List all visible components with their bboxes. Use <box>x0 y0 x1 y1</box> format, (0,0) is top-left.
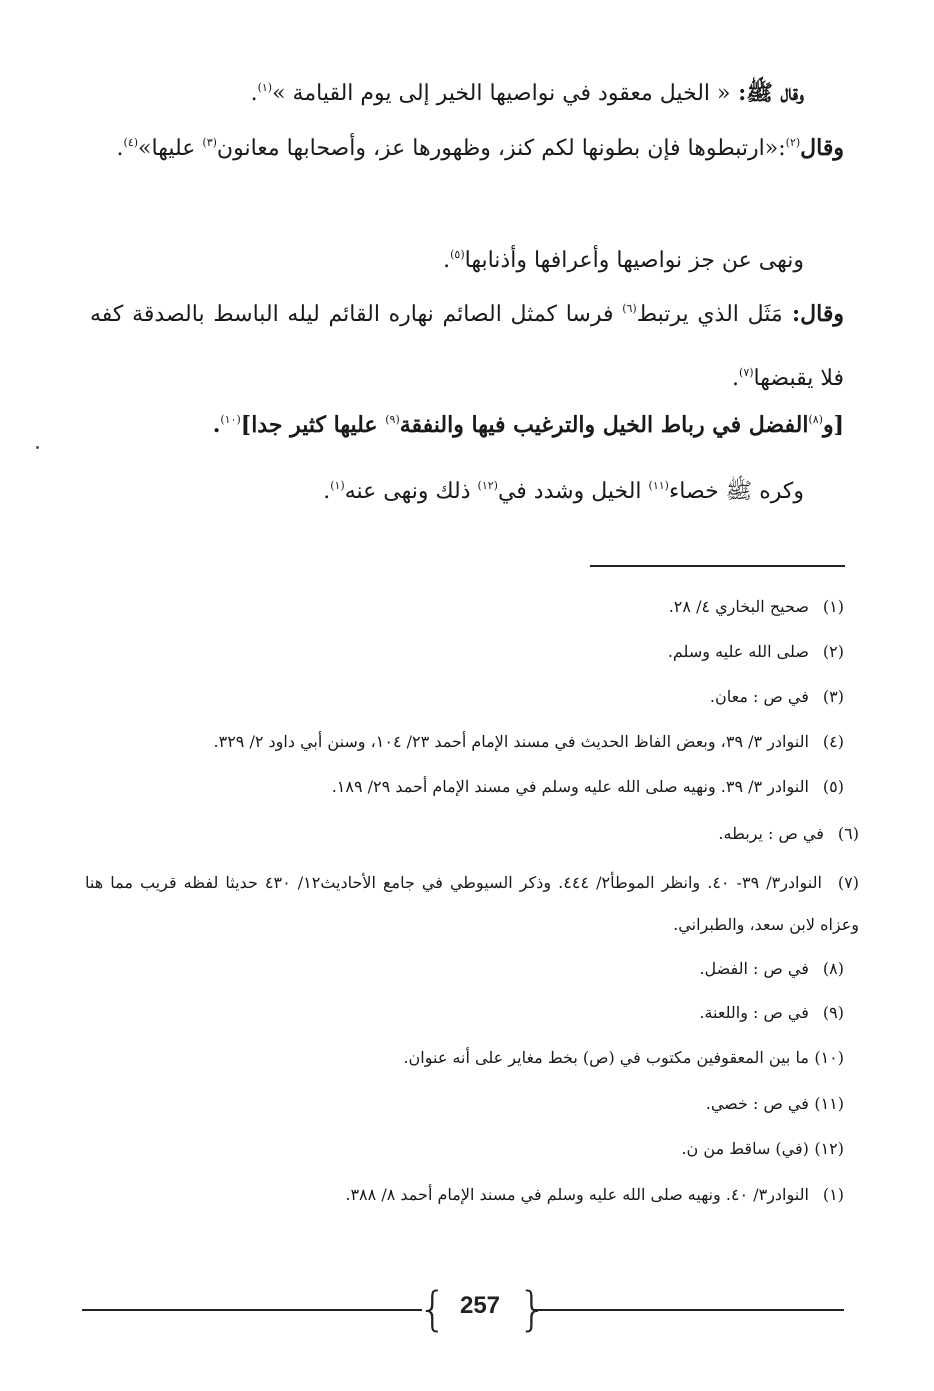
footnote-separator <box>590 565 845 567</box>
footnote-ref[interactable]: (٤) <box>123 136 139 149</box>
footnote-ref[interactable]: (٥) <box>450 248 465 261</box>
scan-speck <box>36 446 39 449</box>
footnote-text: صلى الله عليه وسلم. <box>667 642 809 661</box>
footnote-text: النوادر٣/ ٣٩- ٤٠. وانظر الموطأ٢/ ٤٤٤. وذكر السيوطي في جامع الأحاديث١٢/ ٤٣٠ حديثا لفظه قريب مما هنا وعزاه لابن سعد، والطبراني. <box>85 873 859 934</box>
footnote-5 <box>332 776 844 798</box>
paragraph-text: ذلك ونهى عنه <box>344 479 478 504</box>
footnote-text: في ص : يربطه. <box>718 824 824 843</box>
paragraph-4: وقال: مَثَل الذي يرتبط$^{(٦)}$ فرسا كمثل الصائم نهاره القائم ليله الباسط بالصدقة كفه فلا يقبضها$^{(٧)}$. <box>90 301 844 391</box>
footnote-text: في ص : الفضل. <box>699 959 809 978</box>
footnote-number: (٢) <box>822 642 844 661</box>
hadith-text: فرسا كمثل الصائم نهاره القائم ليله الباسط بالصدقة كفه فلا يقبضها <box>90 302 844 391</box>
hadith-text: مَثَل الذي يرتبط <box>636 302 783 327</box>
footnote-4 <box>214 731 844 753</box>
paragraph-text: وكره ﷺ خصاء <box>668 479 804 504</box>
footnote-13 <box>345 1184 844 1206</box>
footnote-number: (٦) <box>837 824 859 843</box>
footer-rule-right <box>534 1309 844 1311</box>
footnote-ref[interactable]: (٩) <box>385 413 400 426</box>
footnote-ref[interactable]: (١١) <box>648 479 669 492</box>
footnote-ref[interactable]: (١) <box>257 81 273 94</box>
footnote-text: في ص : معان. <box>709 687 809 706</box>
footer-bracket-right: } <box>518 1282 548 1336</box>
footnote-text: ما بين المعقوفين مكتوب في (ص) بخط مغاير على أنه عنوان. <box>403 1048 809 1067</box>
footnote-2 <box>668 641 844 663</box>
footnote-number: (٣) <box>822 687 844 706</box>
bracket-open: [و <box>822 412 844 438</box>
hadith-text: عليها» <box>138 136 203 161</box>
footnote-number: (٨) <box>822 959 844 978</box>
footnote-number: (١١) <box>814 1094 844 1113</box>
speaker-lead: وقال <box>800 135 844 161</box>
footnote-9 <box>699 1002 844 1024</box>
paragraph-5: [و$^{(٨)}$الفضل في رباط الخيل والترغيب فيها والنفقة$^{(٩)}$ عليها كثير جدا]$^{(١٠)}$. <box>212 412 844 438</box>
paragraph-6: وكره ﷺ خصاء$^{(١١)}$ الخيل وشدد في$^{(١٢)}$ ذلك ونهى عنه$^{(١)}$. <box>323 479 804 504</box>
footnote-text: (في) ساقط من ن. <box>681 1139 809 1158</box>
footer-rule-left <box>82 1309 422 1311</box>
footnote-ref[interactable]: (١) <box>330 479 345 492</box>
footnote-10 <box>403 1047 844 1069</box>
hadith-text: « الخيل معقود في نواصيها الخير إلى يوم القيامة » <box>272 81 731 106</box>
footnote-text: في ص : خصي. <box>705 1094 809 1113</box>
footnote-7 <box>85 862 859 946</box>
footnote-number: (١٠) <box>814 1048 844 1067</box>
paragraph-text: عليها كثير جدا] <box>240 412 386 438</box>
hadith-text: :«ارتبطوها فإن بطونها لكم كنز، وظهورها عز، وأصحابها معانون <box>216 136 786 161</box>
footnote-ref[interactable]: (٢) <box>785 136 801 149</box>
paragraph-text: الخيل وشدد في <box>497 479 649 504</box>
footnote-number: (٧) <box>837 873 859 892</box>
footnote-ref[interactable]: (٨) <box>808 413 823 426</box>
footnote-number: (١٢) <box>814 1139 844 1158</box>
footnote-text: النوادر٣/ ٤٠. ونهيه صلى الله عليه وسلم في مسند الإمام أحمد ٨/ ٣٨٨. <box>345 1185 809 1204</box>
footnote-1 <box>669 596 844 618</box>
footnote-ref[interactable]: (٧) <box>739 366 754 379</box>
paragraph-text: الفضل في رباط الخيل والترغيب فيها والنفقة <box>399 412 809 438</box>
footnote-text: النوادر ٣/ ٣٩. ونهيه صلى الله عليه وسلم في مسند الإمام أحمد ٢٩/ ١٨٩. <box>331 777 809 796</box>
footnote-ref[interactable]: (٦) <box>622 302 637 315</box>
footnote-number: (١) <box>822 597 844 616</box>
page-number: 257 <box>459 1292 501 1319</box>
footnote-number: (٤) <box>822 732 844 751</box>
footnote-3 <box>710 686 844 708</box>
footnote-text: في ص : واللعنة. <box>699 1003 809 1022</box>
paragraph-3: ونهى عن جز نواصيها وأعرافها وأذنابها$^{(٥)}$. <box>443 248 804 273</box>
footnote-8 <box>699 958 844 980</box>
footnote-number: (٥) <box>822 777 844 796</box>
footnote-12 <box>681 1138 844 1160</box>
paragraph-1: وقال ﷺ: « الخيل معقود في نواصيها الخير إلى يوم القيامة »$^{(١)}$. <box>250 80 804 106</box>
footnote-11 <box>706 1093 844 1115</box>
footnote-ref[interactable]: (١٢) <box>477 479 498 492</box>
paragraph-text: ونهى عن جز نواصيها وأعرافها وأذنابها <box>464 248 804 273</box>
footnote-ref[interactable]: (٣) <box>202 136 217 149</box>
footnote-text: صحيح البخاري ٤/ ٢٨. <box>668 597 809 616</box>
footnote-6 <box>718 823 859 845</box>
footnote-ref[interactable]: (١٠) <box>220 413 241 426</box>
footer-bracket-left: { <box>418 1282 448 1336</box>
speaker-lead: وقال: <box>782 301 844 327</box>
footnote-number: (٩) <box>822 1003 844 1022</box>
speaker-lead: وقال ﷺ: <box>730 80 804 106</box>
paragraph-2: وقال$^{(٢)}$:«ارتبطوها فإن بطونها لكم كنز، وظهورها عز، وأصحابها معانون$^{(٣)}$ عليها»$^{(٤)}$. <box>116 135 844 161</box>
footnote-number: (١) <box>822 1185 844 1204</box>
footnote-text: النوادر ٣/ ٣٩، وبعض الفاظ الحديث في مسند الإمام أحمد ٢٣/ ١٠٤، وسنن أبي داود ٢/ ٣٢٩. <box>213 732 809 751</box>
